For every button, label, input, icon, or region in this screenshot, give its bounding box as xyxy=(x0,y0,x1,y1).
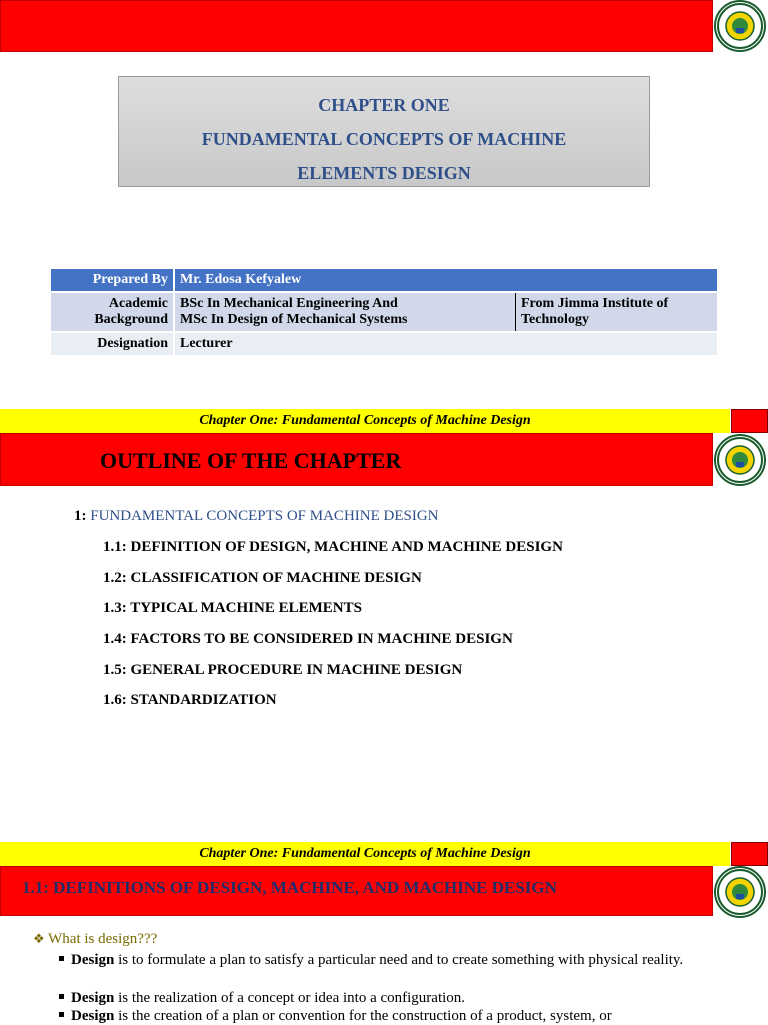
bullet-keyword: Design xyxy=(71,990,115,1006)
from-value-line2: Technology xyxy=(521,312,589,327)
from-value xyxy=(516,292,718,332)
designation-value: Lecturer xyxy=(174,332,717,355)
bullet-keyword: Design xyxy=(71,1008,115,1024)
academic-value-line1: BSc In Mechanical Engineering And xyxy=(180,296,398,311)
slide2-corner-block xyxy=(731,409,768,433)
bullet-text: is to formulate a plan to satisfy a particular need and to create something with physical reality. xyxy=(114,952,684,968)
square-bullet-icon xyxy=(59,956,64,961)
definition-bullet xyxy=(59,989,737,1007)
designation-label: Designation xyxy=(51,332,174,355)
university-seal-icon xyxy=(714,866,766,918)
chapter-title-box xyxy=(118,76,650,187)
table-row-academic xyxy=(51,292,717,332)
academic-label xyxy=(51,292,174,332)
definition-bullet xyxy=(59,1007,737,1025)
question-text: What is design??? xyxy=(48,931,158,947)
diamond-bullet-icon: ❖ xyxy=(33,931,45,946)
section-title: 1.1: DEFINITIONS OF DESIGN, MACHINE, AND MACHINE DESIGN xyxy=(22,878,557,897)
prepared-label: Prepared By xyxy=(51,269,174,292)
bullet-text: is the realization of a concept or idea into a configuration. xyxy=(114,990,466,1006)
definition-bullet xyxy=(59,951,737,969)
academic-value-line2: MSc In Design of Mechanical Systems xyxy=(180,312,408,327)
outline-item: 1.5: GENERAL PROCEDURE IN MACHINE DESIGN xyxy=(103,662,463,678)
outline-main-text: FUNDAMENTAL CONCEPTS OF MACHINE DESIGN xyxy=(90,508,439,524)
university-seal-icon xyxy=(714,0,766,52)
title-line-2: FUNDAMENTAL CONCEPTS OF MACHINE xyxy=(201,129,567,149)
outline-item: 1.4: FACTORS TO BE CONSIDERED IN MACHINE DESIGN xyxy=(103,631,513,647)
bullet-text: is the creation of a plan or convention for the construction of a product, system, or xyxy=(114,1008,612,1024)
slide1-top-banner xyxy=(0,0,713,52)
prepared-value: Mr. Edosa Kefyalew xyxy=(174,269,717,292)
outline-item: 1.3: TYPICAL MACHINE ELEMENTS xyxy=(103,600,362,616)
title-line-1: CHAPTER ONE xyxy=(318,95,450,115)
from-value-line1: From Jimma Institute of xyxy=(521,296,669,311)
slide2-header: Chapter One: Fundamental Concepts of Machine Design xyxy=(0,409,730,433)
academic-label-line1: Academic xyxy=(108,296,168,311)
bullet-keyword: Design xyxy=(71,952,115,968)
outline-item: 1.2: CLASSIFICATION OF MACHINE DESIGN xyxy=(103,570,422,586)
slide3-header: Chapter One: Fundamental Concepts of Machine Design xyxy=(0,842,730,866)
outline-item: 1.1: DEFINITION OF DESIGN, MACHINE AND MACHINE DESIGN xyxy=(103,539,563,555)
title-line-3: ELEMENTS DESIGN xyxy=(297,163,471,183)
outline-main-item xyxy=(74,508,439,525)
author-info-table xyxy=(51,269,717,355)
academic-label-line2: Background xyxy=(94,312,168,327)
square-bullet-icon xyxy=(59,994,64,999)
square-bullet-icon xyxy=(59,1012,64,1017)
slide3-corner-block xyxy=(731,842,768,866)
question-line xyxy=(33,931,157,948)
outline-title: OUTLINE OF THE CHAPTER xyxy=(100,448,402,473)
table-row-prepared xyxy=(51,269,717,292)
academic-value xyxy=(174,292,516,332)
university-seal-icon xyxy=(714,434,766,486)
outline-item: 1.6: STANDARDIZATION xyxy=(103,692,277,708)
table-row-designation xyxy=(51,332,717,355)
outline-main-number: 1: xyxy=(74,508,87,524)
